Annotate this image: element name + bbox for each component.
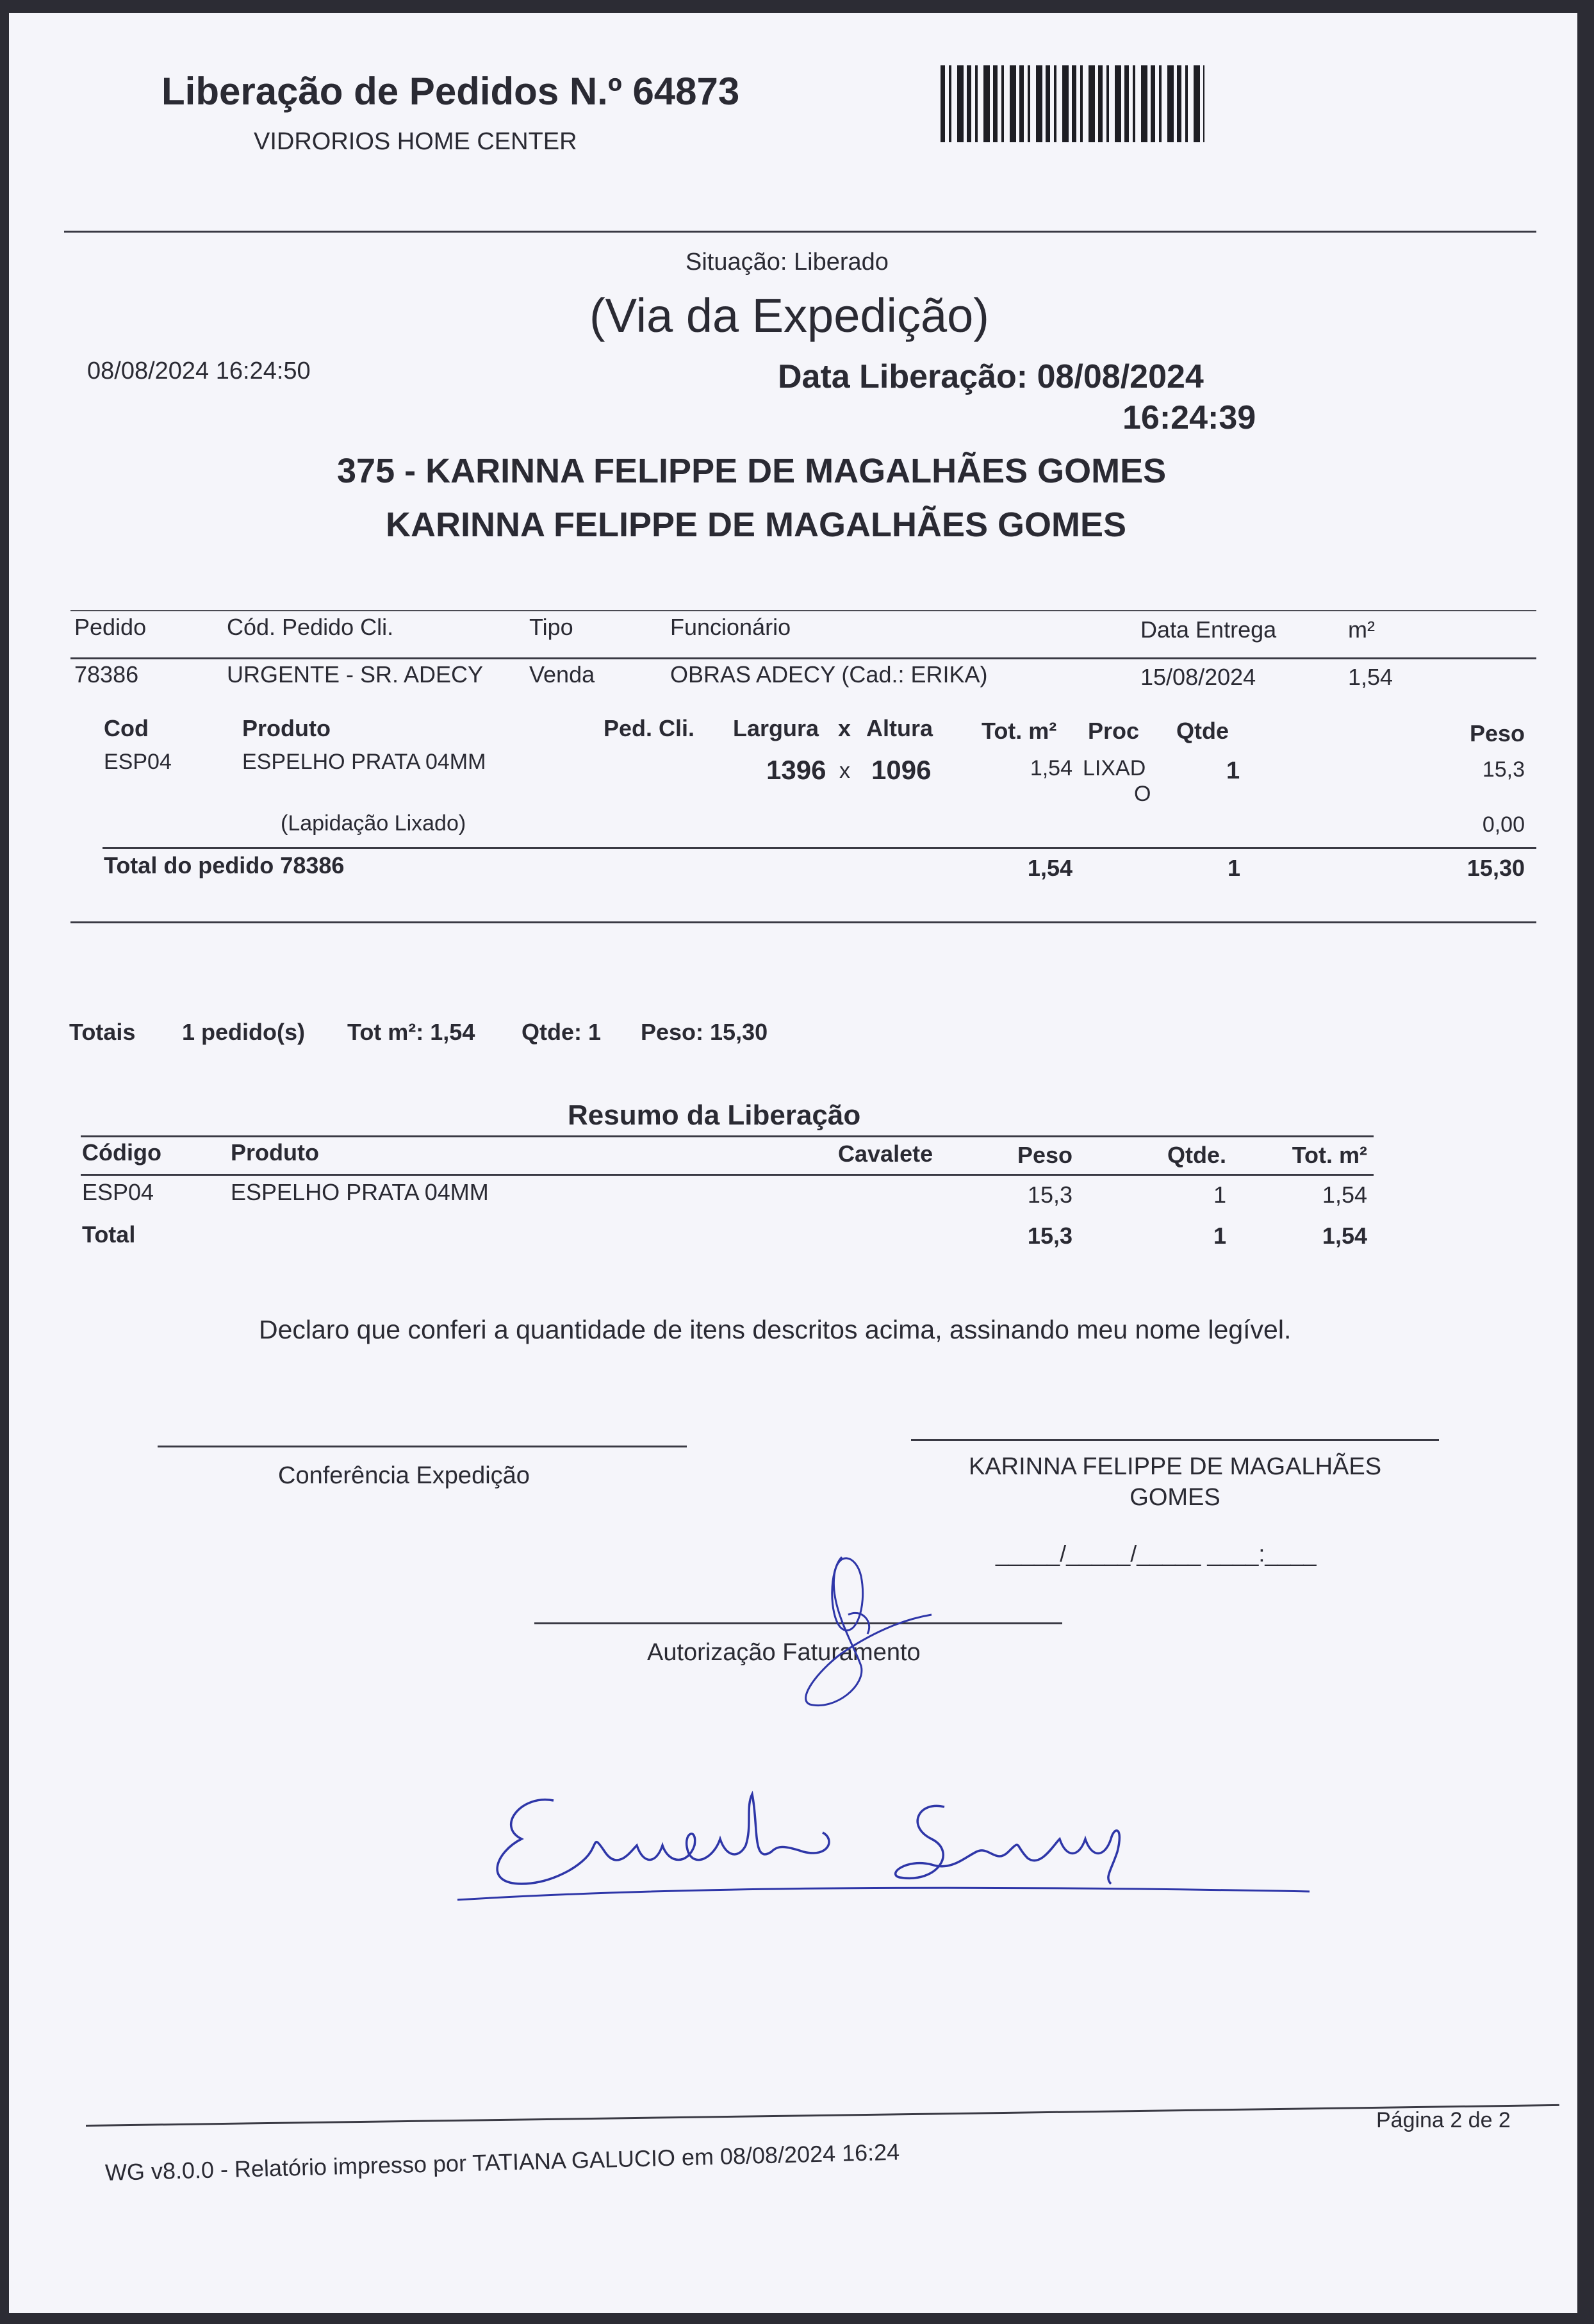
summary-header-codigo: Código bbox=[82, 1139, 161, 1166]
item-header-ped-cli: Ped. Cli. bbox=[604, 715, 695, 741]
declaration-text: Declaro que conferi a quantidade de itens descritos acima, assinando meu nome legível. bbox=[259, 1315, 1292, 1344]
totals-orders: 1 pedido(s) bbox=[182, 1019, 306, 1045]
order-number: 78386 bbox=[74, 661, 139, 688]
summary-total-m2: 1,54 bbox=[1322, 1223, 1367, 1249]
client-heading: 375 - KARINNA FELIPPE DE MAGALHÃES GOMES bbox=[337, 452, 1167, 490]
client-signature-name-cont: GOMES bbox=[1130, 1484, 1220, 1511]
client-signature-name: KARINNA FELIPPE DE MAGALHÃES bbox=[968, 1453, 1382, 1480]
client-order-code: URGENTE - SR. ADECY bbox=[227, 661, 484, 688]
item-header-proc: Proc bbox=[1088, 718, 1140, 744]
client-name: KARINNA FELIPPE DE MAGALHÃES GOMES bbox=[386, 506, 1127, 544]
item-x: x bbox=[839, 759, 850, 783]
order-m2: 1,54 bbox=[1348, 664, 1393, 690]
company-name: VIDRORIOS HOME CENTER bbox=[254, 128, 577, 155]
order-type: Venda bbox=[529, 661, 595, 688]
item-header-cod: Cod bbox=[104, 715, 149, 741]
order-total-label: Total do pedido 78386 bbox=[104, 852, 345, 878]
document-page bbox=[9, 13, 1577, 2313]
totals-weight: Peso: 15,30 bbox=[641, 1019, 768, 1045]
summary-header-peso: Peso bbox=[1017, 1142, 1072, 1168]
conference-label: Conferência Expedição bbox=[278, 1462, 530, 1489]
summary-header-qtde: Qtde. bbox=[1167, 1142, 1226, 1168]
item-header-peso: Peso bbox=[1469, 720, 1525, 746]
totals-label: Totais bbox=[69, 1019, 136, 1045]
status-text: Situação: Liberado bbox=[686, 249, 889, 276]
item-header-altura: Altura bbox=[866, 715, 933, 741]
item-product: ESPELHO PRATA 04MM bbox=[242, 750, 486, 774]
order-total-qtde: 1 bbox=[1228, 855, 1241, 881]
item-header-x: x bbox=[838, 715, 851, 741]
item-quantity: 1 bbox=[1226, 757, 1240, 784]
summary-header-border bbox=[81, 1174, 1374, 1176]
col-header-cod-cli: Cód. Pedido Cli. bbox=[227, 614, 394, 640]
col-header-pedido: Pedido bbox=[74, 614, 147, 640]
summary-product: ESPELHO PRATA 04MM bbox=[231, 1179, 489, 1205]
col-header-funcionario: Funcionário bbox=[670, 614, 791, 640]
col-header-data-entrega: Data Entrega bbox=[1140, 616, 1277, 643]
summary-code: ESP04 bbox=[82, 1179, 154, 1205]
item-process-cont: O bbox=[1134, 782, 1151, 806]
table-header-border bbox=[70, 657, 1536, 659]
handwritten-signature bbox=[445, 1756, 1342, 1909]
summary-total-label: Total bbox=[82, 1221, 136, 1248]
signature-line-client bbox=[911, 1439, 1439, 1441]
authorization-label: Autorização Faturamento bbox=[647, 1639, 921, 1666]
page-number: Página 2 de 2 bbox=[1376, 2108, 1511, 2132]
divider bbox=[70, 921, 1536, 923]
footer-rule bbox=[86, 2104, 1559, 2127]
release-time: 16:24:39 bbox=[1122, 399, 1256, 436]
summary-title: Resumo da Liberação bbox=[568, 1100, 861, 1131]
order-total-border bbox=[103, 847, 1536, 849]
order-total-weight: 15,30 bbox=[1467, 855, 1525, 881]
summary-weight: 15,3 bbox=[1027, 1182, 1072, 1208]
footer-printed-by: WG v8.0.0 - Relatório impresso por TATIANA GALUCIO em 08/08/2024 16:24 bbox=[104, 2138, 900, 2186]
employee: OBRAS ADECY (Cad.: ERIKA) bbox=[670, 661, 988, 688]
summary-total-weight: 15,3 bbox=[1027, 1223, 1072, 1249]
signature-line-conference bbox=[158, 1446, 687, 1447]
finishing-weight: 0,00 bbox=[1482, 812, 1525, 837]
initials-signature bbox=[765, 1531, 957, 1724]
printed-timestamp: 08/08/2024 16:24:50 bbox=[87, 358, 311, 384]
totals-m2: Tot m²: 1,54 bbox=[347, 1019, 475, 1045]
copy-label: (Via da Expedição) bbox=[589, 289, 989, 342]
item-header-produto: Produto bbox=[242, 715, 331, 741]
item-code: ESP04 bbox=[104, 750, 172, 774]
summary-m2: 1,54 bbox=[1322, 1182, 1367, 1208]
divider bbox=[64, 231, 1536, 233]
finishing-label: (Lapidação Lixado) bbox=[281, 811, 466, 836]
item-m2: 1,54 bbox=[1030, 756, 1072, 780]
totals-qtde: Qtde: 1 bbox=[522, 1019, 602, 1045]
date-time-blanks: _____/_____/_____ ____:____ bbox=[996, 1540, 1317, 1567]
summary-header-cavalete: Cavalete bbox=[838, 1141, 933, 1167]
table-top-border bbox=[70, 610, 1536, 611]
summary-qtde: 1 bbox=[1213, 1182, 1226, 1208]
summary-total-qtde: 1 bbox=[1213, 1223, 1226, 1249]
delivery-date: 15/08/2024 bbox=[1140, 664, 1256, 690]
summary-header-tot-m2: Tot. m² bbox=[1292, 1142, 1367, 1168]
summary-header-produto: Produto bbox=[231, 1139, 319, 1166]
item-weight: 15,3 bbox=[1482, 757, 1525, 782]
col-header-m2: m² bbox=[1348, 616, 1375, 643]
item-header-largura: Largura bbox=[733, 715, 819, 741]
release-date: Data Liberação: 08/08/2024 bbox=[778, 358, 1204, 395]
col-header-tipo: Tipo bbox=[529, 614, 573, 640]
item-height: 1096 bbox=[871, 755, 932, 785]
item-width: 1396 bbox=[766, 755, 826, 785]
summary-top-border bbox=[81, 1135, 1374, 1137]
item-process: LIXAD bbox=[1083, 756, 1146, 780]
barcode bbox=[941, 65, 1204, 142]
item-header-tot-m2: Tot. m² bbox=[982, 718, 1057, 744]
order-total-m2: 1,54 bbox=[1027, 855, 1072, 881]
item-header-qtde: Qtde bbox=[1176, 718, 1229, 744]
document-title: Liberação de Pedidos N.º 64873 bbox=[161, 70, 740, 113]
